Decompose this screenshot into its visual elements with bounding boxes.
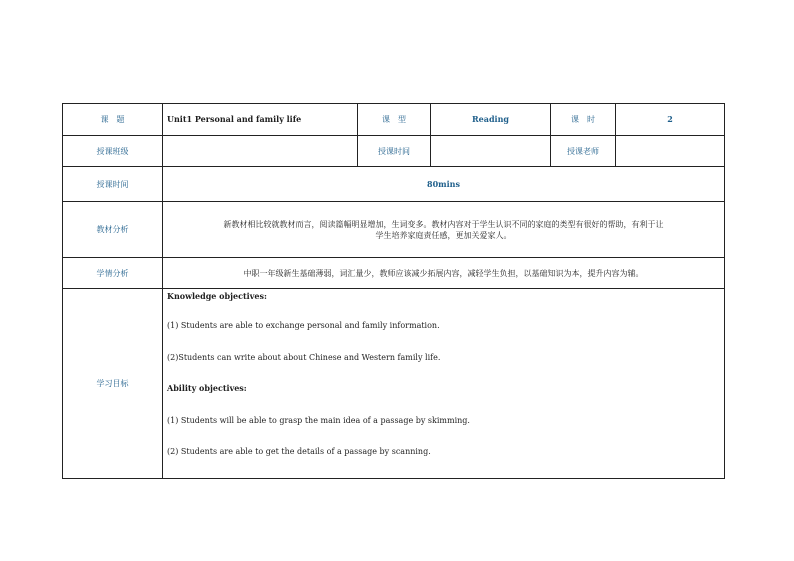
hours-value: 2 [616, 104, 725, 136]
row-topic [63, 104, 725, 136]
topic-label: 课 题 [63, 104, 163, 136]
knowledge-heading: Knowledge objectives: [167, 291, 267, 301]
row-objectives [63, 289, 725, 479]
row-textbook-analysis [63, 202, 725, 258]
date-value [431, 136, 551, 167]
ability-heading: Ability objectives: [167, 383, 247, 394]
teacher-label: 授课老师 [551, 136, 616, 167]
row-student-analysis [63, 258, 725, 289]
topic-value: Unit1 Personal and family life [163, 104, 358, 136]
row-duration [63, 167, 725, 202]
ability-item-1: (1) Students will be able to grasp the main idea of a passage by skimming. [167, 415, 470, 425]
class-value [163, 136, 358, 167]
date-label: 授课时间 [358, 136, 431, 167]
knowledge-item-2: (2)Students can write about about Chinese and Western family life. [167, 352, 441, 362]
type-value: Reading [431, 104, 551, 136]
knowledge-item-1: (1) Students are able to exchange personal and family information. [167, 321, 440, 331]
row-class [63, 136, 725, 167]
textbook-analysis-label: 教材分析 [63, 202, 163, 258]
objectives-content [163, 289, 725, 479]
objectives-label: 学习目标 [63, 289, 163, 479]
textbook-analysis-text [163, 202, 725, 258]
student-analysis-label: 学情分析 [63, 258, 163, 289]
student-analysis-text: 中职一年级新生基础薄弱，词汇量少，教师应该减少拓展内容，减轻学生负担，以基础知识为本，提升内容为辅。 [163, 258, 725, 289]
ability-item-2: (2) Students are able to get the details of a passage by scanning. [167, 447, 431, 457]
teacher-value [616, 136, 725, 167]
lesson-plan-table [62, 103, 725, 479]
hours-label: 课 时 [551, 104, 616, 136]
textbook-analysis-line-2: 学生培养家庭责任感，更加关爱家人。 [375, 230, 512, 240]
textbook-analysis-line-1: 新教材相比较就教材而言，阅读篇幅明显增加，生词变多。教材内容对于学生认识不同的家庭的类型有很好的帮助，有利于让 [223, 219, 664, 229]
duration-value: 80mins [163, 167, 725, 202]
duration-label: 授课时间 [63, 167, 163, 202]
type-label: 课 型 [358, 104, 431, 136]
class-label: 授课班级 [63, 136, 163, 167]
